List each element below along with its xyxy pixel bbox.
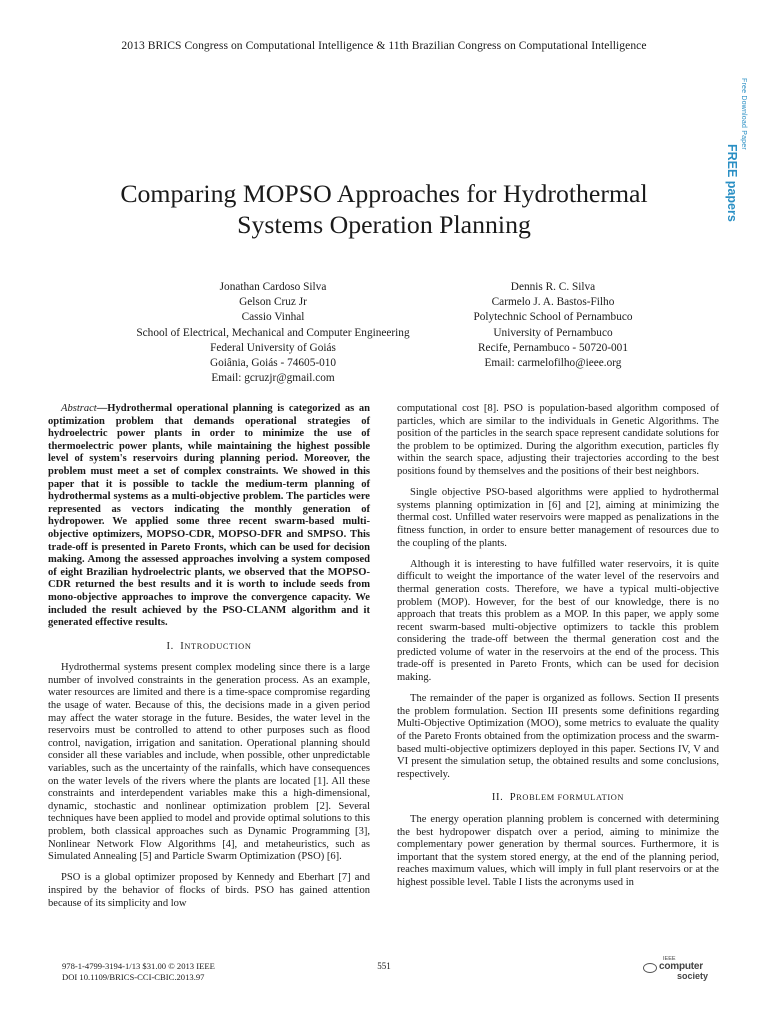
- affiliation-line: University of Pernambuco: [493, 326, 613, 339]
- body-paragraph: Single objective PSO-based algorithms were applied to hydrothermal systems planning optimization in [6] and [2], aiming at minimizing the thermal cost. Unfilled water reservoirs were mapped as penalizations in the fitness function, in order to ensure better management of resources due to the coupling of the plants.: [397, 487, 719, 549]
- section-numeral: I.: [166, 640, 174, 652]
- logo-line-2: society: [677, 971, 709, 981]
- globe-icon: [643, 963, 657, 973]
- abstract-text: —Hydrothermal operational planning is categorized as an optimization problem that demands operational strategies of hydroelectric power plants in order to minimize the use of thermoelectric power plants, while maintaining the highest possible level of system's reservoirs during planning period. Moreover, the problem must meet a set of complex constraints. We showed in this paper that it is possible to tackle the medium-term planning of hydrothermal systems as a multi-objective problem. The particles were represented as vectors indicating the monthly generation of hydropower. We applied some three recent swarm-based multi-objective optimizers, MOPSO-CDR, MOPSO-DFR and SMPSO. This trade-off is presented in Pareto Fronts, which can be used for decision making. Among the assessed approaches involving a system composed of eight Brazilian hydroelectric plants, we observed that the MOPSO-CDR returned the best results and it is worth to include seeds from mono-objective approaches to improve the convergence capacity. We included the result achieved by the PSO-CLANM algorithm and it generated effective results.: [48, 403, 370, 629]
- body-paragraph: Although it is interesting to have fulfilled water reservoirs, it is quite difficult to weight the importance of the water level of the reservoirs and thermal generation costs. Therefore, we have a typical multi-objective problem (MOP). However, for the best of our knowledge, there is no approach that treats this problem as a MOP. In this paper, we apply some recent swarm-based multi-objective optimizers to tackle this problem considering the trade-off between the thermal generation cost and the predicted volume of water in the reservoirs at the end of the process. This trade-off is presented in Pareto Fronts, which can be used for decision making.: [397, 558, 719, 684]
- affiliation-line: Polytechnic School of Pernambuco: [473, 311, 633, 324]
- affiliation-line: Goiânia, Goiás - 74605-010: [209, 357, 337, 370]
- body-paragraph: computational cost [8]. PSO is population-based algorithm composed of particles, which are similar to the individuals in Genetic Algorithms. The position of the particles in the search space represent candidate solutions for the problem to be optimized. During the algorithm execution, particles fly within the search space, adjusting their trajectories according to the best positions found by themselves and the positions of their best neighbors.: [397, 403, 719, 477]
- body-paragraph: Hydrothermal systems present complex modeling since there is a large number of involved constraints in the generation process. As an example, water resources are limited and there is a time-space compromise regarding the usage of water. Because of this, the decisions made in a given period may affect the water storage in the future. Besides, the water level in the reservoirs must be controlled to attend to other purposes such as flood control, navigation, irrigation and sanitation. Operational planning should consider all these variables and include, when possible, other unpredictable variables, such as the uncertainty of the rainfalls, which have consequences on the water levels of the rivers where the plants are located [1]. All these constraints and interdependent variables make this a high-dimensional, dynamic, stochastic and nonlinear optimization problem [2]. Several techniques have been applied to model and provide optimal solutions to this problem, both classical approaches such as Dynamic Programming [3], Nonlinear Network Flow Algorithms [4], and metaheuristics, such as Simulated Annealing [5] and Particle Swarm Optimization (PSO) [6].: [48, 662, 370, 863]
- section-heading-introduction: [48, 641, 370, 654]
- body-paragraph: The remainder of the paper is organized as follows. Section II presents the problem formulation. Section III presents some definitions regarding Multi-Objective Optimization (MOO), some metrics to evaluate the quality of the Pareto Fronts obtained from the optimization process and the swarm-based multi-objective optimizers deployed in this paper. Sections IV, V and VI present the simulation setup, the obtained results and some conclusions, respectively.: [397, 693, 719, 780]
- affiliation-line: Federal University of Goiás: [210, 341, 336, 354]
- body-paragraph: PSO is a global optimizer proposed by Kennedy and Eberhart [7] and inspired by the behavior of flocks of birds. PSO has gained attention because of its simplicity and low: [48, 872, 370, 909]
- title-line-1: Comparing MOPSO Approaches for Hydrothermal: [120, 179, 648, 208]
- logo-ieee-text: IEEE: [663, 956, 676, 962]
- free-papers-watermark[interactable]: [725, 78, 762, 222]
- author-line: Cassio Vinhal: [241, 311, 305, 324]
- watermark-small-text: Free Download Paper: [740, 78, 747, 150]
- section-first-letter: P: [509, 792, 517, 804]
- abstract: [48, 403, 370, 630]
- footer-doi[interactable]: DOI 10.1109/BRICS-CCI-CBIC.2013.97: [62, 972, 205, 982]
- affiliation-line: School of Electrical, Mechanical and Computer Engineering: [136, 326, 410, 339]
- section-rest: ROBLEM FORMULATION: [516, 793, 625, 803]
- watermark-logo-text: FREE papers: [725, 144, 739, 222]
- author-email[interactable]: Email: carmelofilho@ieee.org: [484, 357, 622, 370]
- section-numeral: II.: [491, 792, 504, 804]
- body-paragraph: The energy operation planning problem is concerned with determining the best hydropower dispatch over a period, aiming to minimize the complementary power generation by thermal sources. Furthermore, it is important that the system stored energy, at the end of the planning period, reaches maximum values, which will imply in full plant reservoirs or at the highest possible level. Table I lists the acronyms used in: [397, 814, 719, 888]
- paper-title: [0, 178, 768, 240]
- section-heading-problem-formulation: [397, 792, 719, 805]
- author-block-right: [420, 280, 686, 371]
- section-rest: NTRODUCTION: [184, 641, 252, 651]
- abstract-lead: Abstract: [61, 403, 97, 414]
- title-line-2: Systems Operation Planning: [237, 210, 531, 239]
- left-column: [48, 403, 370, 919]
- right-column: [397, 403, 719, 898]
- ieee-computer-society-logo: [641, 956, 713, 984]
- page-number: 551: [377, 961, 391, 971]
- author-line: Jonathan Cardoso Silva: [219, 281, 327, 293]
- section-first-letter: I: [180, 640, 185, 652]
- conference-header: 2013 BRICS Congress on Computational Intelligence & 11th Brazilian Congress on Computational Intelligence: [121, 39, 647, 52]
- logo-line-1: computer: [659, 961, 703, 972]
- author-line: Gelson Cruz Jr: [239, 296, 307, 309]
- author-email[interactable]: Email: gcruzjr@gmail.com: [211, 372, 335, 385]
- author-line: Carmelo J. A. Bastos-Filho: [491, 296, 615, 309]
- author-line: Dennis R. C. Silva: [510, 281, 596, 293]
- affiliation-line: Recife, Pernambuco - 50720-001: [478, 341, 628, 354]
- footer-isbn: 978-1-4799-3194-1/13 $31.00 © 2013 IEEE: [62, 961, 215, 971]
